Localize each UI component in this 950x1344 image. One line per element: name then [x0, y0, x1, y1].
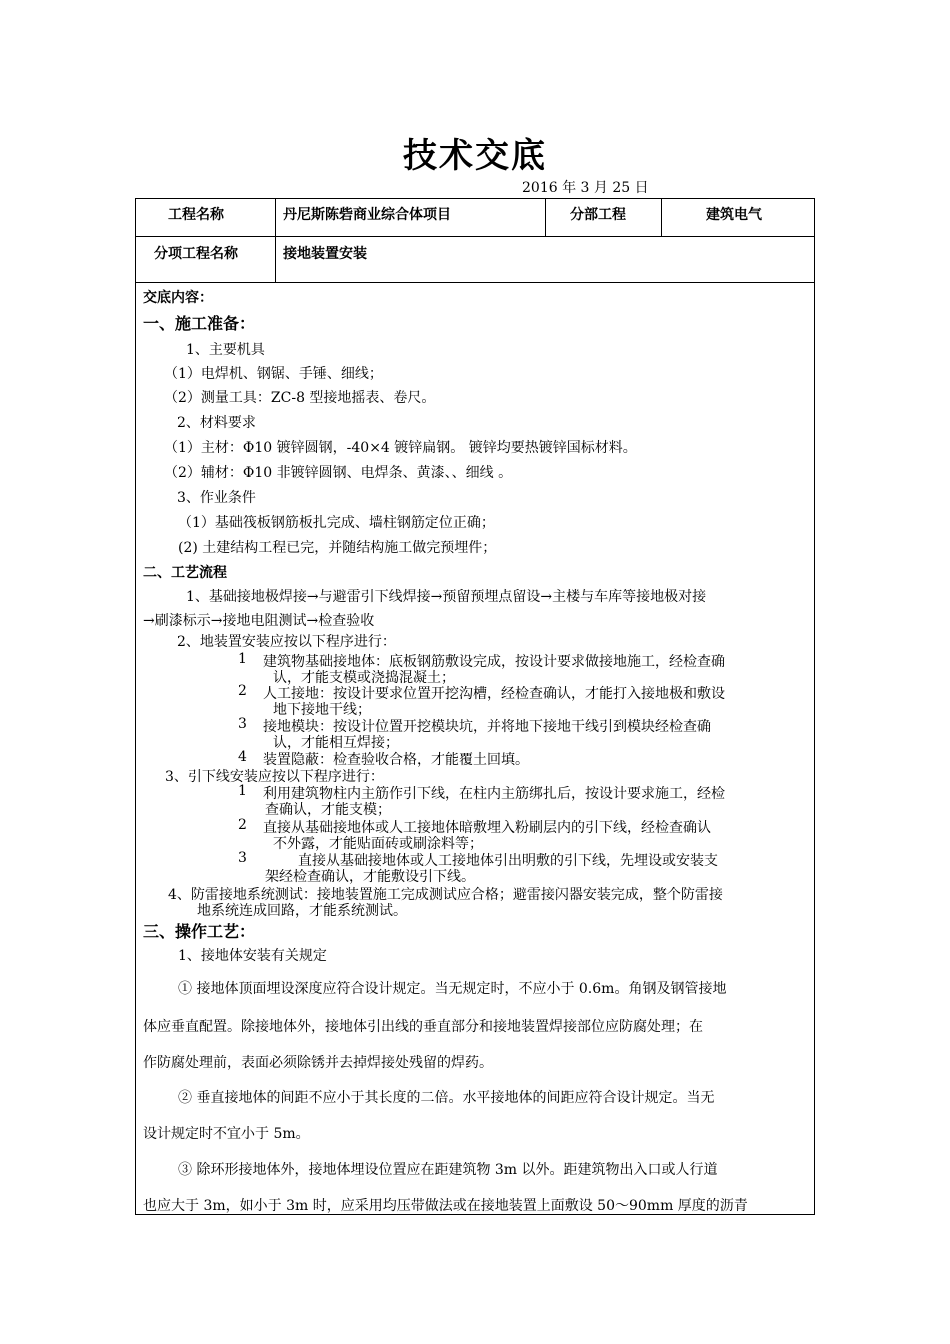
text-line: 地下接地干线； [273, 702, 371, 718]
text-line: 1、基础接地极焊接→与避雷引下线焊接→预留预埋点留设→主楼与车库等接地极对接 [186, 589, 707, 605]
text-line: (2) 土建结构工程已完，并随结构施工做完预埋件； [178, 540, 497, 556]
text-line: 不外露，才能贴面砖或刷涂料等； [273, 836, 483, 852]
text-line: 3、引下线安装应按以下程序进行： [165, 769, 384, 785]
text-line: ③ 除环形接地体外，接地体埋设位置应在距建筑物 3m 以外。距建筑物出入口或人行道 [178, 1162, 718, 1178]
text-line: 也应大于 3m，如小于 3m 时，应采用均压带做法或在接地装置上面敷设 50～90mm 厚度的沥青 [143, 1198, 748, 1214]
row-divider [135, 282, 815, 283]
text-line: （1）电焊机、钢锯、手锤、细线； [164, 366, 383, 382]
list-number: 3 [238, 850, 247, 866]
text-line: 3、作业条件 [177, 490, 256, 506]
text-line: 2、地装置安装应按以下程序进行： [177, 634, 396, 650]
text-line: 装置隐蔽：检查验收合格，才能覆土回填。 [263, 752, 529, 768]
text-line: （1）基础筏板钢筋板扎完成、墙柱钢筋定位正确； [178, 515, 495, 531]
text-line: 2、材料要求 [177, 415, 256, 431]
list-number: 1 [238, 651, 247, 667]
project-name-label: 工程名称 [168, 207, 224, 223]
text-line: （1）主材：Φ10 镀锌圆钢，-40×4 镀锌扁钢。 镀锌均要热镀锌国标材料。 [164, 440, 637, 456]
text-line: 接地模块：按设计位置开挖模块坑，并将地下接地干线引到模块经检查确 [263, 719, 711, 735]
column-divider [275, 198, 276, 282]
section-heading: 三、操作工艺： [143, 922, 256, 941]
content-label: 交底内容： [143, 290, 213, 306]
project-name-value: 丹尼斯陈砦商业综合体项目 [283, 207, 451, 223]
text-line: 建筑物基础接地体：底板钢筋敷设完成，按设计要求做接地施工，经检查确 [263, 654, 725, 670]
text-line: 4、防雷接地系统测试：接地装置施工完成测试应合格；避雷接闪器安装完成，整个防雷接 [168, 887, 723, 903]
document-title: 技术交底 [403, 136, 547, 176]
text-line: （2）辅材：Φ10 非镀锌圆钢、电焊条、黄漆、、细线 。 [164, 465, 513, 481]
text-line: 作防腐处理前，表面必须除锈并去掉焊接处残留的焊药。 [143, 1055, 493, 1071]
text-line: 1、接地体安装有关规定 [178, 948, 327, 964]
text-line: 架经检查确认，才能敷设引下线。 [265, 869, 475, 885]
text-line: 体应垂直配置。除接地体外，接地体引出线的垂直部分和接地装置焊接部位应防腐处理；在 [143, 1019, 703, 1035]
subitem-value: 接地装置安装 [283, 246, 367, 262]
text-line: 利用建筑物柱内主筋作引下线，在柱内主筋绑扎后，按设计要求施工，经检 [263, 786, 725, 802]
row-divider [135, 236, 815, 237]
text-line: 地系统连成回路，才能系统测试。 [197, 903, 407, 919]
column-divider [545, 198, 546, 236]
text-line: 查确认，才能支模； [265, 802, 391, 818]
text-line: →刷漆标示→接地电阻测试→检查验收 [143, 613, 375, 629]
text-line: 直接从基础接地体或人工接地体引出明敷的引下线，先埋设或安装支 [298, 853, 718, 869]
division-label: 分部工程 [570, 207, 626, 223]
text-line: 人工接地：按设计要求位置开挖沟槽，经检查确认，才能打入接地极和敷设 [263, 686, 725, 702]
text-line: 认，才能相互焊接； [273, 735, 399, 751]
column-divider [661, 198, 662, 236]
list-number: 3 [238, 716, 247, 732]
list-number: 4 [238, 749, 247, 765]
text-line: 设计规定时不宜小于 5m。 [143, 1126, 310, 1142]
text-line: 认，才能支模或浇捣混凝土； [273, 670, 455, 686]
division-value: 建筑电气 [706, 207, 762, 223]
section-heading: 二、工艺流程 [143, 565, 227, 581]
text-line: ① 接地体顶面埋设深度应符合设计规定。当无规定时，不应小于 0.6m。角钢及钢管接地 [178, 981, 727, 997]
text-line: ② 垂直接地体的间距不应小于其长度的二倍。水平接地体的间距应符合设计规定。当无 [178, 1090, 715, 1106]
section-heading: 一、施工准备： [143, 314, 256, 333]
text-line: （2）测量工具：ZC-8 型接地摇表、卷尺。 [164, 390, 436, 406]
list-number: 2 [238, 683, 247, 699]
document-date: 2016 年 3 月 25 日 [522, 180, 649, 196]
text-line: 直接从基础接地体或人工接地体暗敷埋入粉刷层内的引下线，经检查确认 [263, 820, 711, 836]
list-number: 1 [238, 783, 247, 799]
subitem-label: 分项工程名称 [154, 246, 238, 262]
text-line: 1、主要机具 [186, 342, 265, 358]
list-number: 2 [238, 817, 247, 833]
